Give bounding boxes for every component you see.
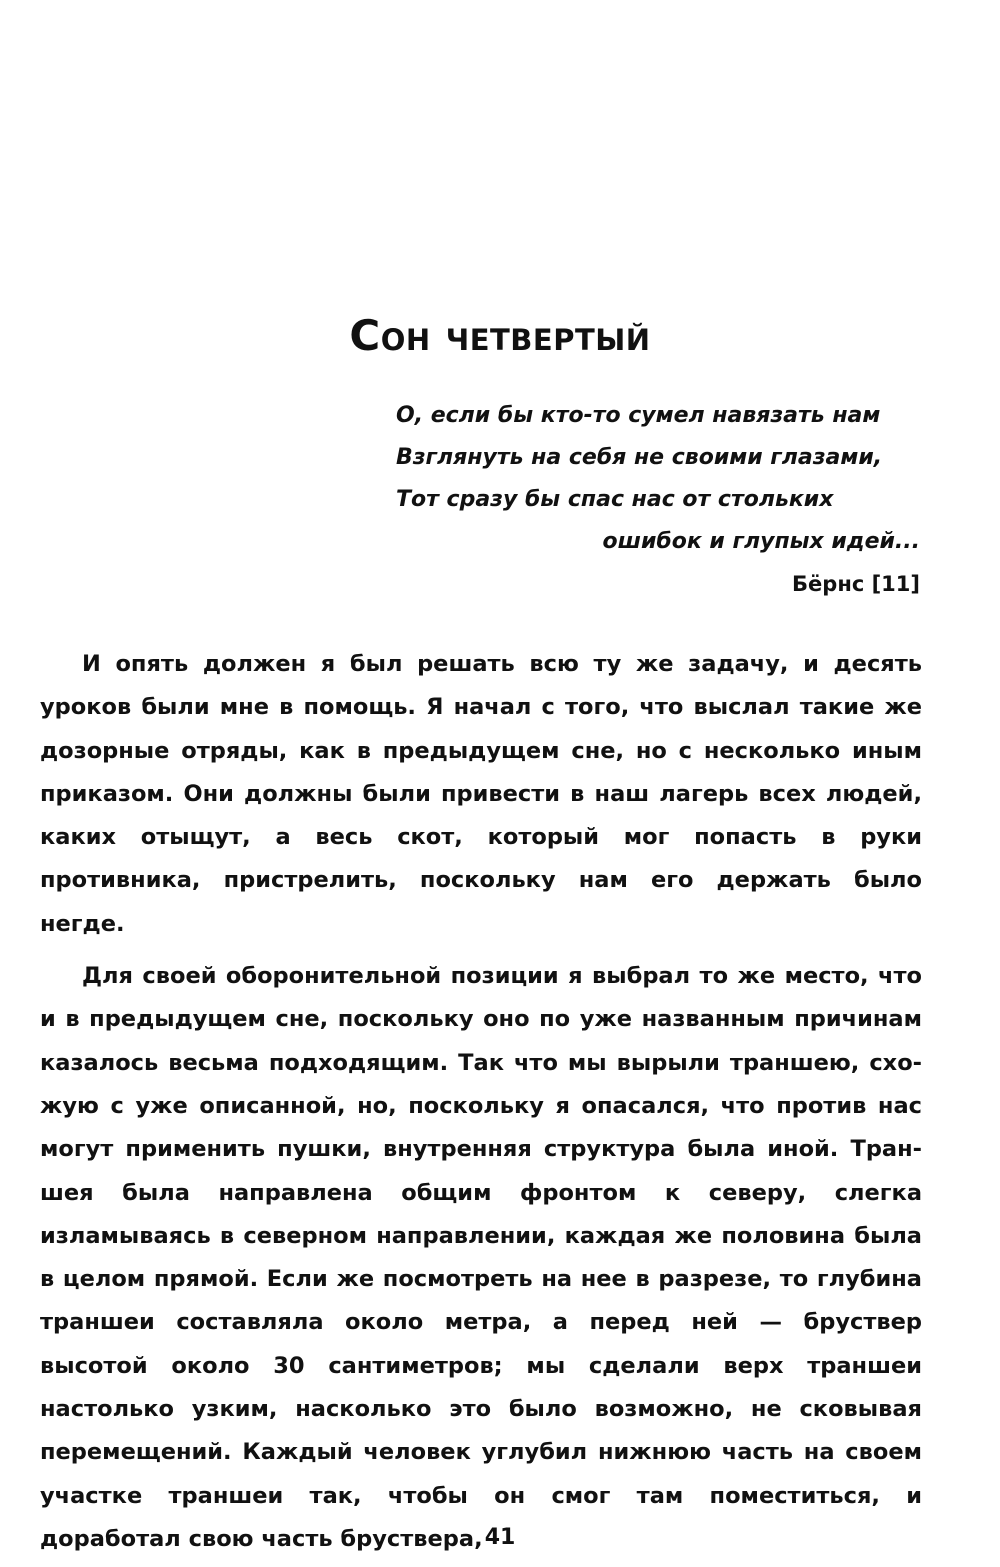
epigraph — [396, 395, 920, 605]
body-text — [40, 643, 922, 1561]
epigraph-line: ошибок и глупых идей... — [602, 529, 920, 554]
epigraph-attribution: Бёрнс [11] — [792, 572, 920, 596]
chapter-title: Сон четвертый — [349, 311, 651, 360]
paragraph: Для своей оборонительной позиции я выбрал то же место, что и в предыдущем сне, поскольку оно по уже названным причинам казалось весьма подходящим. Так что мы вырыли траншею, схожую с уже описанной, но, поскольку я опасался, что против нас могут применить пушки, внутренняя структура была иной. Траншея была направлена общим фронтом к северу, слегка изламываясь в северном направлении, каждая же половина была в целом прямой. Если же посмотреть на нее в разрезе, то глубина траншеи составляла около метра, а перед ней — бруствер высотой около 30 сантиметров; мы сделали верх траншеи настолько узким, насколько это было возможно, не сковывая перемещений. Каждый человек углубил нижнюю часть на своем участке траншеи так, чтобы он смог там поместиться, и доработал свою часть бруствера, — [40, 963, 922, 1552]
epigraph-line: О, если бы кто-то сумел навязать нам — [396, 403, 881, 428]
page-number: 41 — [484, 1525, 516, 1550]
epigraph-line: Тот сразу бы спас нас от стольких — [396, 487, 834, 512]
paragraph: И опять должен я был решать всю ту же задачу, и десять уроков были мне в помощь. Я начал с того, что выслал такие же дозорные отряды, как в предыдущем сне, но с несколько иным приказом. Они должны были привести в наш лагерь всех людей, каких отыщут, а весь скот, который мог попасть в руки противника, пристрелить, поскольку нам его держать было негде. — [40, 651, 922, 937]
epigraph-line: Взглянуть на себя не своими глазами, — [396, 445, 883, 470]
